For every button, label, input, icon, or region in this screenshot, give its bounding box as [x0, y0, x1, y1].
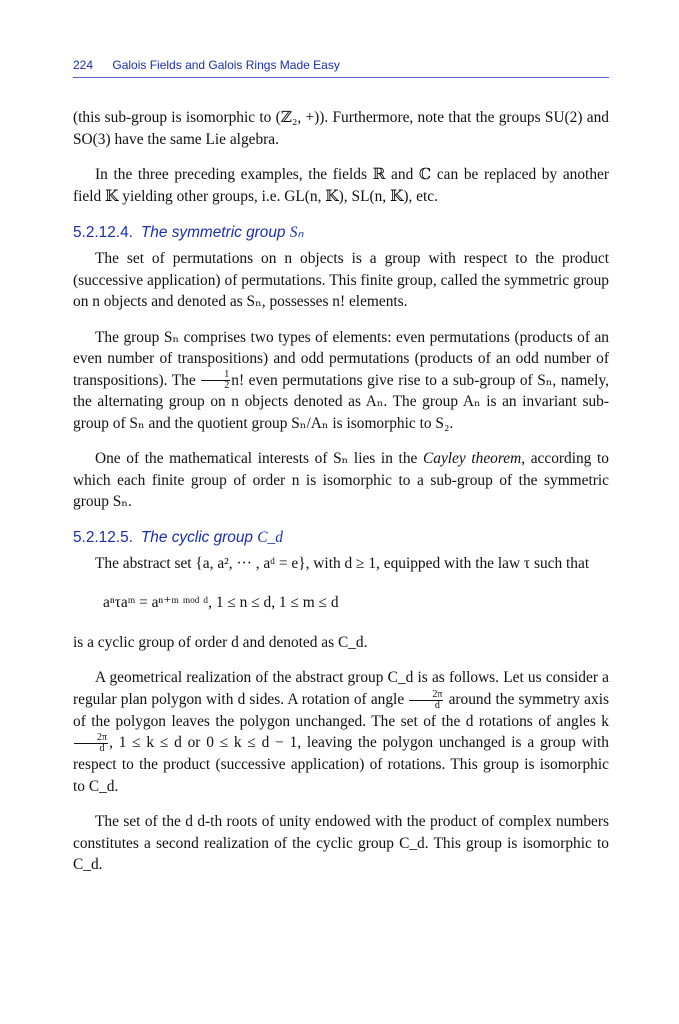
fraction-numerator: 2π: [409, 690, 443, 701]
fraction-denominator: 2: [224, 380, 230, 392]
paragraph-text: n! even permutations give rise to a sub-group of Sₙ, namely, the alternating group on n objects denoted as Aₙ. The group Aₙ is an invariant sub-group of Sₙ and the quotient group Sₙ/Aₙ is isomorphic to S₂.: [73, 371, 609, 432]
paragraph-roots-of-unity: The set of the d d-th roots of unity endowed with the product of complex numbers constitutes a second realization of the cyclic group C_d. This group is isomorphic to C_d.: [73, 813, 609, 874]
paragraph-abstract-set: The abstract set {a, a², ··· , aᵈ = e}, with d ≥ 1, equipped with the law τ such that: [95, 554, 590, 572]
paragraph-text: The group Sₙ comprises two types of elements: even permutations (products of an even number of transpositions) and odd permutations (products of an odd number of transpositions). The: [73, 328, 609, 389]
page-number: 224: [73, 58, 94, 72]
fraction-numerator: 1: [201, 370, 230, 381]
cayley-theorem-emphasis: Cayley theorem: [422, 450, 522, 468]
section-number: 5.2.12.5.: [73, 528, 133, 546]
section-number: 5.2.12.4.: [73, 224, 133, 241]
running-header: [73, 58, 609, 78]
paragraph-text: One of the mathematical interests of Sₙ lies in the: [95, 450, 418, 468]
paragraph-even-odd: [73, 327, 609, 435]
section-heading-cyclic-group: [73, 529, 609, 547]
paragraph-continuation: (this sub-group is isomorphic to (ℤ₂, +)). Furthermore, note that the groups SU(2) and SO(3) have the same Lie algebra.: [73, 109, 609, 148]
paragraph-text: A geometrical realization of the abstract group C_d is as follows. Let us consider a regular plan polygon with d sides. A rotation of angle: [73, 669, 609, 708]
paragraph-fields: In the three preceding examples, the fields ℝ and ℂ can be replaced by another field 𝕂 yielding other groups, i.e. GL(n, 𝕂), SL(n, 𝕂), etc.: [73, 166, 609, 205]
fraction-half: [201, 370, 230, 391]
fraction-2pi-over-d: [74, 733, 108, 754]
paragraph-text: , 1 ≤ k ≤ d or 0 ≤ k ≤ d − 1, leaving the polygon unchanged is a group with respect to the product (successive application) of rotations. This group is isomorphic to C_d.: [73, 734, 609, 795]
book-title: Galois Fields and Galois Rings Made Easy: [112, 58, 340, 72]
section-symbol: C_d: [257, 528, 283, 546]
section-title: The cyclic group: [140, 528, 253, 546]
section-heading-symmetric-group: [73, 223, 609, 242]
fraction-denominator: d: [99, 743, 105, 755]
section-symbol: Sₙ: [289, 224, 304, 241]
display-equation: aⁿτaᵐ = aⁿ⁺ᵐ ᵐᵒᵈ ᵈ, 1 ≤ n ≤ d, 1 ≤ m ≤ d: [103, 594, 339, 612]
section-title: The symmetric group: [140, 224, 286, 241]
paragraph-permutations: The set of permutations on n objects is a group with respect to the product (successive application) of permutations. This finite group, called the symmetric group on n objects and denoted as Sₙ, possesses n! elements.: [73, 250, 609, 310]
fraction-2pi-over-d: [409, 690, 443, 711]
paragraph-cayley: [73, 448, 609, 513]
paragraph-text: around the symmetry axis of the polygon leaves the polygon unchanged. The set of the d rotations of angles k: [73, 690, 609, 730]
paragraph-text: , according to which each finite group of order n is isomorphic to a sub-group of the symmetric group Sₙ.: [73, 450, 609, 511]
fraction-denominator: d: [434, 699, 440, 711]
paragraph-cyclic-definition: is a cyclic group of order d and denoted as C_d.: [73, 633, 368, 651]
page-body: [73, 107, 609, 876]
fraction-numerator: 2π: [74, 733, 108, 744]
paragraph-geometric-realization: [73, 667, 609, 797]
